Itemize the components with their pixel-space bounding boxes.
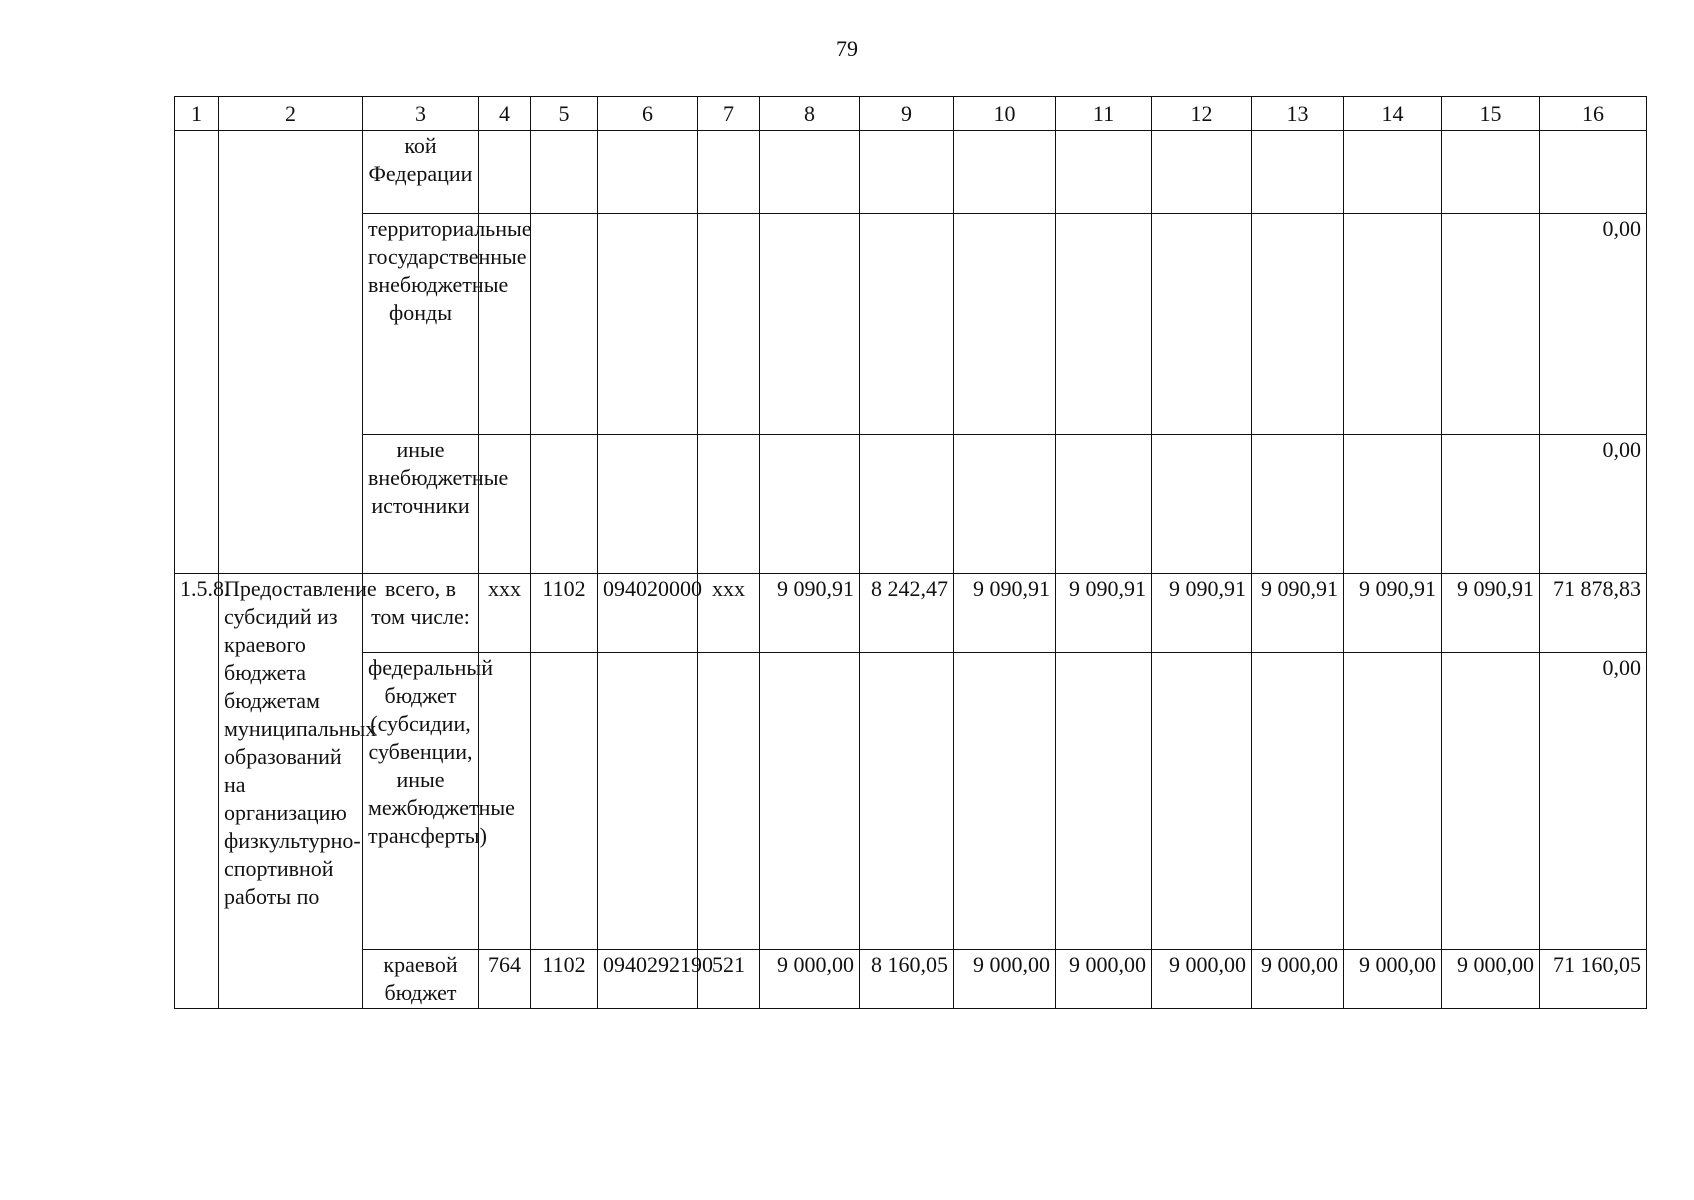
cell-value: 9 000,00	[1152, 950, 1252, 1009]
cell-source: территориальные государственные внебюджетные фонды	[363, 214, 479, 435]
cell-value: 9 090,91	[954, 574, 1056, 653]
cell-value: 8 160,05	[860, 950, 954, 1009]
page-number: 79	[836, 36, 858, 61]
table-row	[175, 214, 1647, 435]
cell-target-article: 094020000	[598, 574, 698, 653]
table-row	[175, 435, 1647, 574]
cell-item-number: 1.5.8.	[175, 574, 219, 1009]
cell-value: 9 090,91	[760, 574, 860, 653]
cell-expense-type: ххх	[698, 574, 760, 653]
cell-value: 9 090,91	[1252, 574, 1344, 653]
cell-value: 9 000,00	[760, 950, 860, 1009]
cell-value: 9 090,91	[1442, 574, 1540, 653]
cell-number-empty	[175, 131, 219, 574]
header-cell: 4	[479, 97, 531, 131]
header-cell: 3	[363, 97, 479, 131]
cell-value: 9 090,91	[1152, 574, 1252, 653]
cell-source: кой Федерации	[363, 131, 479, 214]
cell-source: всего, в том числе:	[363, 574, 479, 653]
table-row	[175, 574, 1647, 653]
cell-value: 8 242,47	[860, 574, 954, 653]
cell-value: 9 090,91	[1056, 574, 1152, 653]
cell-total: 71 160,05	[1540, 950, 1647, 1009]
header-cell: 5	[531, 97, 598, 131]
header-row	[175, 97, 1647, 131]
header-cell: 16	[1540, 97, 1647, 131]
table-row	[175, 653, 1647, 950]
cell-name-empty	[219, 131, 363, 574]
cell-value: 9 000,00	[1442, 950, 1540, 1009]
cell-source: федеральный бюджет (субсидии, субвенции, иные межбюджетные трансферты)	[363, 653, 479, 950]
header-cell: 7	[698, 97, 760, 131]
cell-expense-type: 521	[698, 950, 760, 1009]
table-row	[175, 950, 1647, 1009]
cell-total: 0,00	[1540, 214, 1647, 435]
header-cell: 1	[175, 97, 219, 131]
header-cell: 10	[954, 97, 1056, 131]
table-row	[175, 131, 1647, 214]
cell-total: 0,00	[1540, 435, 1647, 574]
cell-total: 71 878,83	[1540, 574, 1647, 653]
cell-total	[1540, 131, 1647, 214]
header-cell: 9	[860, 97, 954, 131]
cell-grbs: 764	[479, 950, 531, 1009]
budget-table	[174, 96, 1647, 1009]
cell-target-article: 0940292190	[598, 950, 698, 1009]
header-cell: 11	[1056, 97, 1152, 131]
header-cell: 2	[219, 97, 363, 131]
header-cell: 8	[760, 97, 860, 131]
cell-total: 0,00	[1540, 653, 1647, 950]
cell-value: 9 000,00	[1344, 950, 1442, 1009]
cell-section: 1102	[531, 950, 598, 1009]
cell-value: 9 090,91	[1344, 574, 1442, 653]
cell-grbs: ххх	[479, 574, 531, 653]
header-cell: 14	[1344, 97, 1442, 131]
header-cell: 15	[1442, 97, 1540, 131]
cell-source: иные внебюджетные источники	[363, 435, 479, 574]
header-cell: 12	[1152, 97, 1252, 131]
cell-value: 9 000,00	[1252, 950, 1344, 1009]
header-cell: 13	[1252, 97, 1344, 131]
cell-value: 9 000,00	[1056, 950, 1152, 1009]
header-cell: 6	[598, 97, 698, 131]
cell-source: краевой бюджет	[363, 950, 479, 1009]
cell-value: 9 000,00	[954, 950, 1056, 1009]
cell-section: 1102	[531, 574, 598, 653]
cell-item-name: Предоставление субсидий из краевого бюджета бюджетам муниципальных образований на организацию физкультурно-спортивной работы по	[219, 574, 363, 1009]
